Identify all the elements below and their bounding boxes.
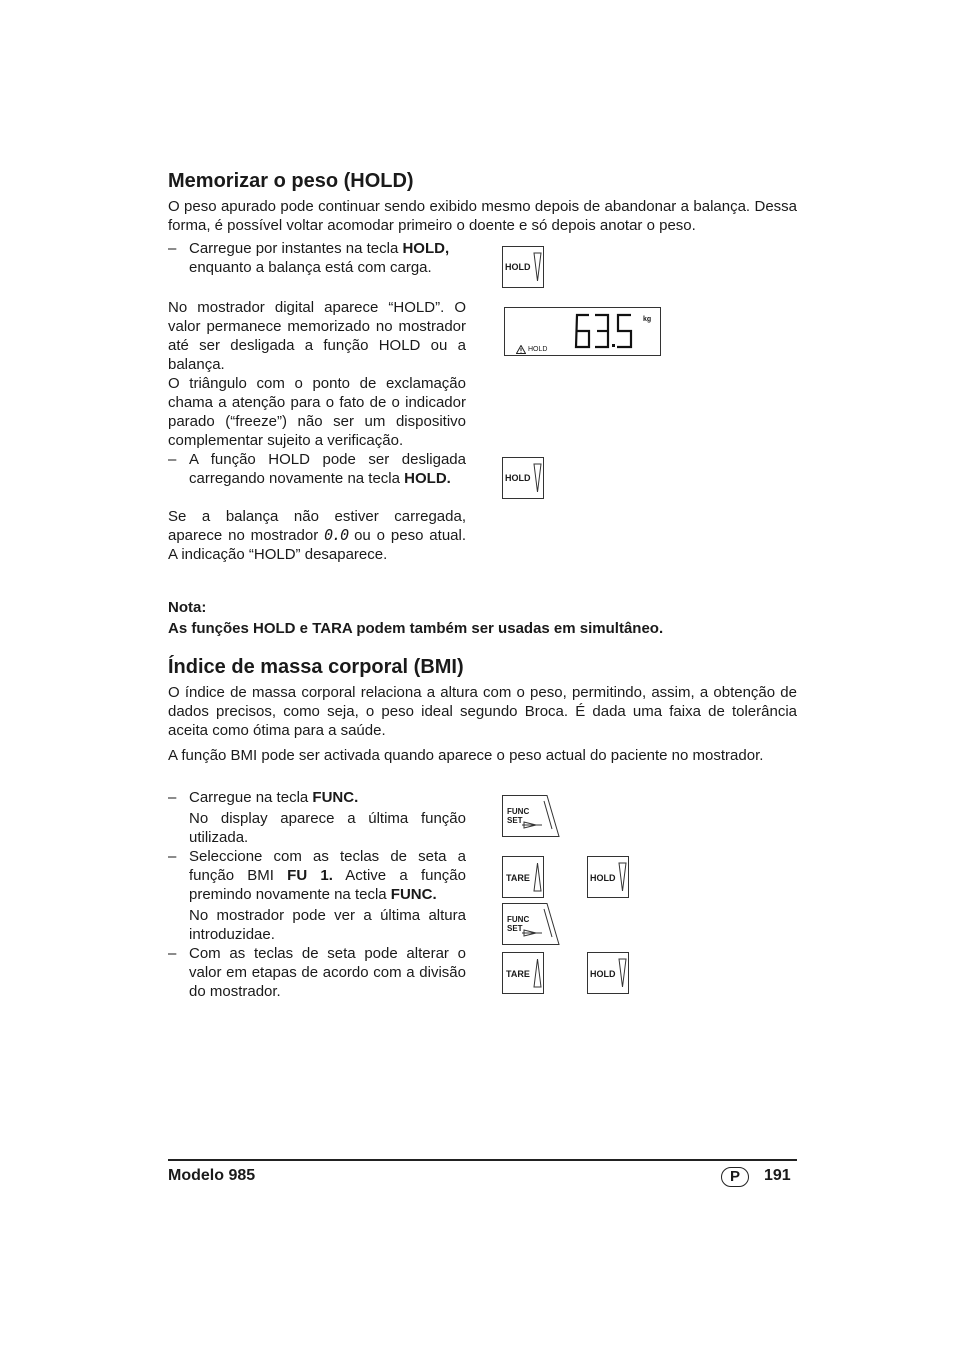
language-badge: P	[721, 1167, 749, 1187]
hold-key-ref: HOLD.	[404, 470, 451, 487]
bmi-step-1	[168, 788, 466, 847]
display-digits	[573, 312, 643, 350]
tare-key-icon	[502, 856, 544, 898]
hold-key-ref: HOLD,	[402, 240, 450, 257]
section-title-bmi: Índice de massa corporal (BMI)	[168, 656, 464, 678]
footer-model: Modelo 985	[168, 1167, 256, 1184]
bmi-para-1: O índice de massa corporal relaciona a altura com o peso, permitindo, assim, a obtenção de dados precisos, como seja, o peso ideal segundo Broca. É dada uma faixa de tolerância aceita como ótima para a saúde.	[168, 684, 797, 739]
bmi-step-2-text-a: Seleccione com as teclas de seta a função BMI	[189, 848, 466, 884]
set-key-label: SET	[507, 816, 523, 825]
hold-unloaded-text-b: ou o peso atual. A indicação “HOLD” desaparece.	[168, 527, 466, 563]
digital-display	[504, 307, 661, 356]
zero-display-symbol: 0.0	[324, 526, 349, 544]
hold-triangle-para: O triângulo com o ponto de exclamação chama a atenção para o fato de o indicador parado (“freeze”) não ser um dispositivo complementar sujeito a verificação.	[168, 375, 466, 449]
bmi-step-2-text-c: Active a função premindo novamente na tecla	[189, 867, 466, 903]
hold-key-icon	[587, 952, 629, 994]
hold-unloaded-para	[168, 507, 466, 564]
hold-step-1-text: Carregue por instantes na tecla	[189, 240, 403, 257]
arrow-down-icon	[618, 957, 627, 989]
arrow-down-icon	[618, 861, 627, 893]
hold-key-label: HOLD	[590, 969, 616, 979]
set-key-label: SET	[507, 924, 523, 933]
func-key-ref: FUNC.	[312, 789, 359, 806]
dash: –	[168, 848, 177, 865]
hold-intro: O peso apurado pode continuar sendo exibido mesmo depois de abandonar a balança. Dessa forma, é possível voltar acomodar primeiro o doente e só depois anotar o peso.	[168, 198, 797, 234]
hold-key-label: HOLD	[505, 262, 531, 272]
func-set-key-icon	[502, 903, 560, 945]
bmi-step-1-text: Carregue na tecla	[189, 789, 313, 806]
dash: –	[168, 240, 177, 257]
tare-key-label: TARE	[506, 969, 530, 979]
hold-step-1	[168, 239, 466, 277]
dash: –	[168, 451, 177, 468]
hold-step-1-cont: enquanto a balança está com carga.	[189, 259, 432, 276]
arrow-up-icon	[533, 957, 542, 989]
page-number: 191	[764, 1167, 791, 1184]
section-title-hold: Memorizar o peso (HOLD)	[168, 170, 414, 192]
func-set-key-icon	[502, 795, 560, 837]
hold-display-para: No mostrador digital aparece “HOLD”. O valor permanece memorizado no mostrador até ser desligada a função HOLD ou a balança.	[168, 299, 466, 373]
note-label: Nota:	[168, 599, 207, 616]
bmi-step-3-text: Com as teclas de seta pode alterar o valor em etapas de acordo com a divisão do mostrador.	[189, 945, 466, 1000]
hold-key-label: HOLD	[505, 473, 531, 483]
arrow-up-icon	[533, 861, 542, 893]
warning-triangle-icon	[516, 345, 526, 354]
func-key-label: FUNC	[507, 915, 530, 924]
tare-key-icon	[502, 952, 544, 994]
bmi-step-1-cont: No display aparece a última função utilizada.	[189, 810, 466, 846]
arrow-down-icon	[533, 462, 542, 494]
func-key-label: FUNC	[507, 807, 530, 816]
fu1-ref: FU 1.	[287, 867, 333, 884]
func-key-ref: FUNC.	[390, 886, 437, 903]
bmi-para-2: A função BMI pode ser activada quando aparece o peso actual do paciente no mostrador.	[168, 747, 764, 764]
hold-key-icon	[502, 457, 544, 499]
note-text: As funções HOLD e TARA podem também ser usadas em simultâneo.	[168, 620, 664, 637]
hold-step-2-text: A função HOLD pode ser desligada carregando novamente na tecla	[189, 451, 466, 487]
display-unit: kg	[643, 316, 652, 323]
arrow-down-icon	[533, 251, 542, 283]
bmi-step-3	[168, 944, 466, 1001]
dash: –	[168, 945, 177, 962]
hold-key-icon	[502, 246, 544, 288]
footer-rule	[168, 1159, 797, 1161]
bmi-step-2	[168, 847, 466, 944]
display-hold-label: HOLD	[528, 346, 548, 353]
bmi-step-2-cont: No mostrador pode ver a última altura introduzidae.	[189, 907, 466, 943]
tare-key-label: TARE	[506, 873, 530, 883]
hold-key-icon	[587, 856, 629, 898]
hold-step-2	[168, 450, 466, 488]
dash: –	[168, 789, 177, 806]
hold-key-label: HOLD	[590, 873, 616, 883]
hold-unloaded-text-a: Se a balança não estiver carregada, aparece no mostrador	[168, 508, 466, 544]
